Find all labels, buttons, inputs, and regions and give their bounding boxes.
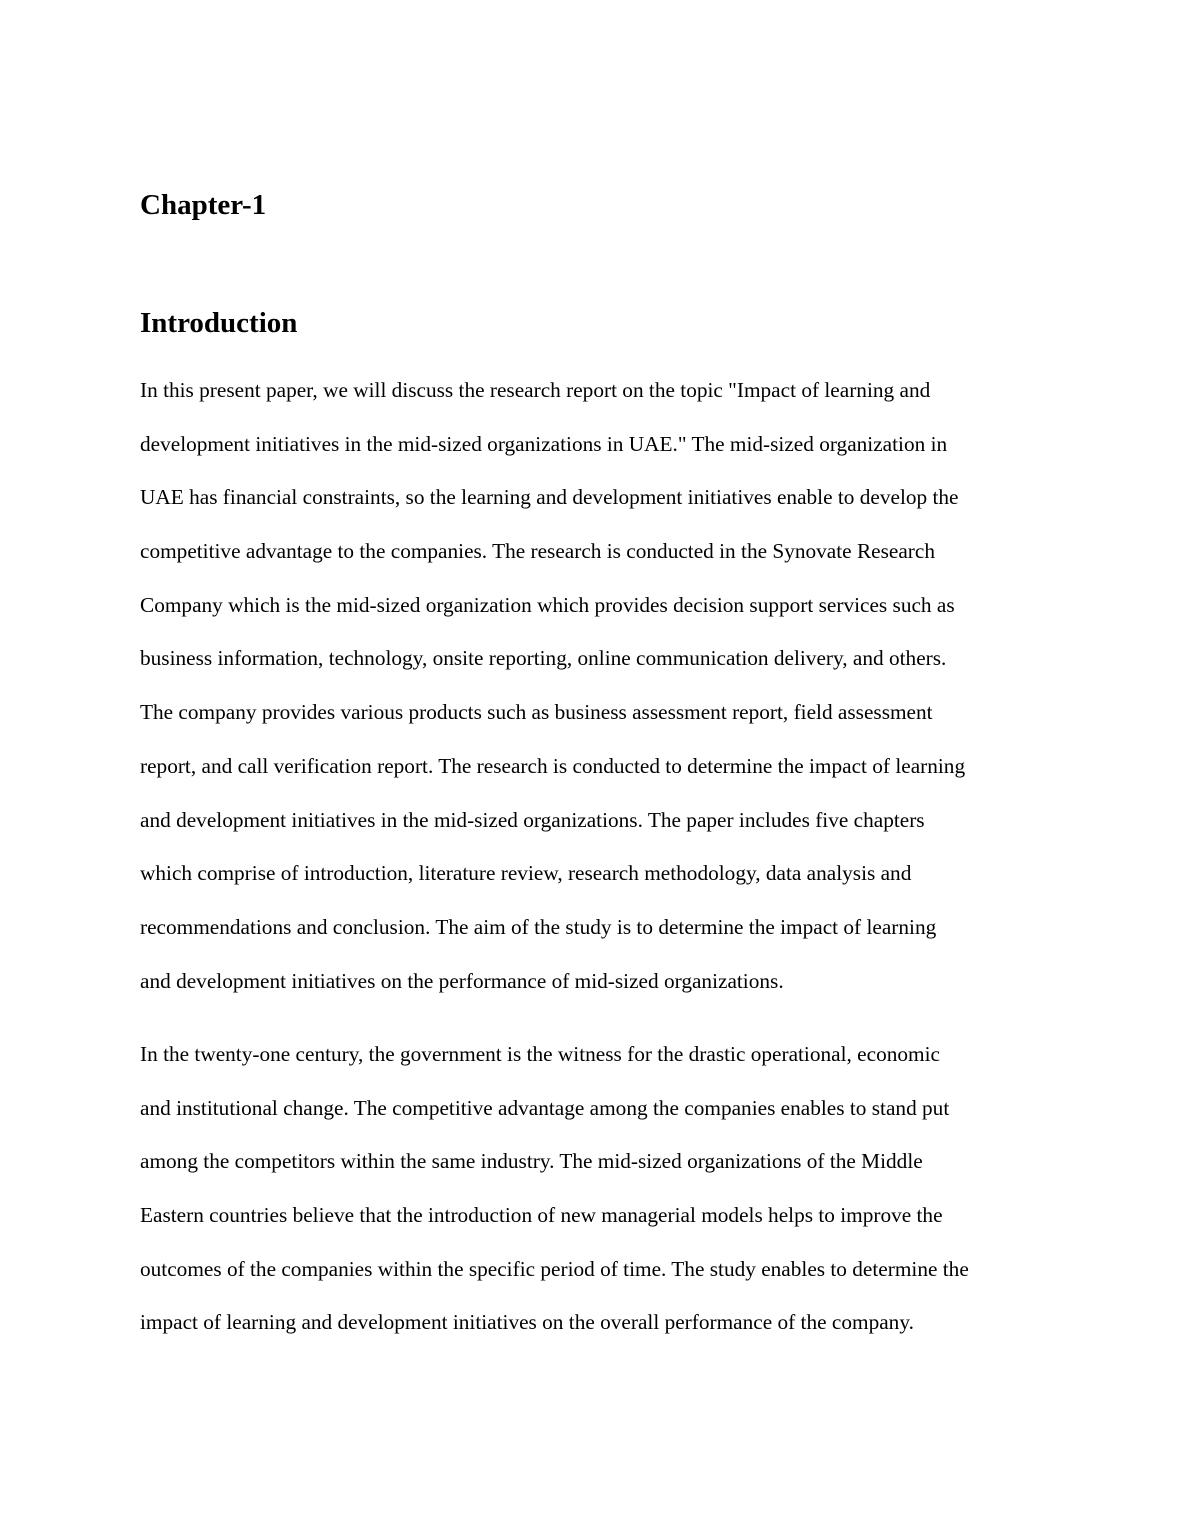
paragraph-line: Eastern countries believe that the introduction of new managerial models helps to improve the xyxy=(140,1203,943,1228)
paragraph-line: competitive advantage to the companies. The research is conducted in the Synovate Research xyxy=(140,539,935,564)
paragraph-line: report, and call verification report. The research is conducted to determine the impact of learning xyxy=(140,753,966,778)
paragraph-line: business information, technology, onsite reporting, online communication delivery, and others. xyxy=(140,646,947,671)
paragraph-1 xyxy=(140,376,965,1020)
paragraph-line: In this present paper, we will discuss the research report on the topic "Impact of learning and xyxy=(140,378,931,402)
paragraph-line: among the competitors within the same industry. The mid-sized organizations of the Middle xyxy=(140,1149,923,1174)
paragraph-line: Company which is the mid-sized organization which provides decision support services such as xyxy=(140,592,955,617)
paragraph-line: In the twenty-one century, the government is the witness for the drastic operational, economic xyxy=(140,1042,940,1066)
paragraph-line: development initiatives in the mid-sized organizations in UAE." The mid-sized organization in xyxy=(140,431,948,456)
paragraph-line: recommendations and conclusion. The aim of the study is to determine the impact of learning xyxy=(140,914,937,939)
paragraph-line: and development initiatives on the performance of mid-sized organizations. xyxy=(140,968,784,993)
paragraph-line: The company provides various products such as business assessment report, field assessment xyxy=(140,700,933,725)
section-heading: Introduction xyxy=(140,307,298,339)
paragraph-line: and development initiatives in the mid-sized organizations. The paper includes five chapters xyxy=(140,807,925,832)
paragraph-line: which comprise of introduction, literature review, research methodology, data analysis and xyxy=(140,861,912,886)
paragraph-line: impact of learning and development initiatives on the overall performance of the company. xyxy=(140,1310,914,1335)
paragraph-line: outcomes of the companies within the specific period of time. The study enables to determine the xyxy=(140,1256,969,1281)
paragraph-line: and institutional change. The competitive advantage among the companies enables to stand put xyxy=(140,1095,950,1120)
paragraph-2 xyxy=(140,1040,969,1362)
chapter-heading: Chapter-1 xyxy=(140,189,267,221)
paragraph-line: UAE has financial constraints, so the learning and development initiatives enable to develop the xyxy=(140,485,959,510)
